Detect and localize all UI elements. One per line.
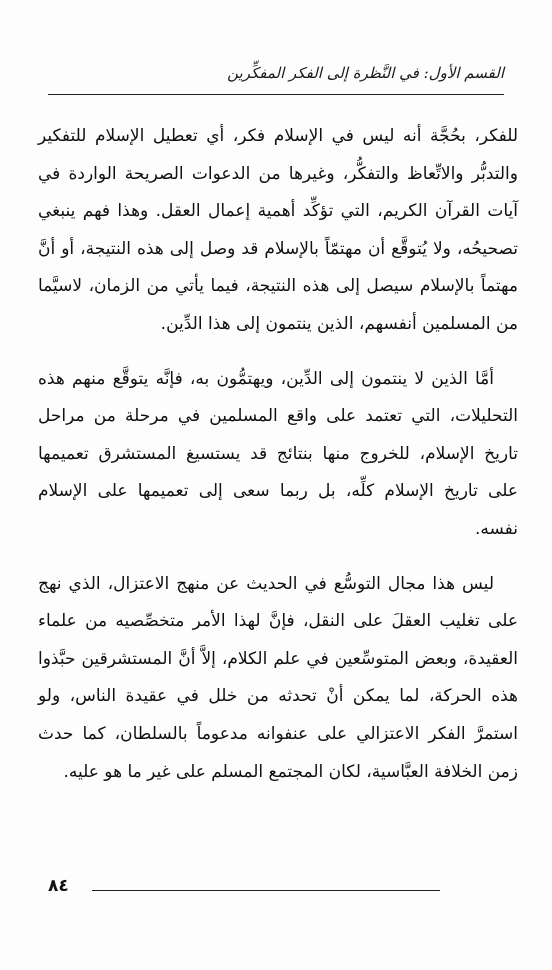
paragraph-1: للفكر، بحُجَّة أنه ليس في الإسلام فكر، أي تعطيل الإسلام للتفكير والتدبُّر والاتِّعاظ والتفكُّر، وغيرها من الدعوات الصريحة الواردة في آيات القرآن الكريم، التي تؤكِّد أهمية إعمال العقل. وهذا فهم ينبغي تصحيحُه، ولا يُتوقَّع أن مهتمّاً بالإسلام قد وصل إلى هذه النتيجة، أو أنَّ مهتماً بالإسلام سيصل إلى هذه النتيجة، فيما يأتي من الزمان، لاسيَّما من المسلمين أنفسهم، الذين ينتمون إلى هذا الدِّين. <box>38 126 518 334</box>
running-head: القسم الأول: في النَّظرة إلى الفكر المفكِّرين <box>227 64 504 82</box>
page-number: ٨٤ <box>48 876 69 896</box>
footer-rule <box>92 890 440 891</box>
page-header <box>48 56 504 96</box>
paragraph-2: أمَّا الذين لا ينتمون إلى الدِّين، ويهتمُّون به، فإنَّه يتوقَّع منهم هذه التحليلات، التي تعتمد على واقع المسلمين في مرحلة من مراحل تاريخ الإسلام، للخروج منها بنتائج قد يستسيغ المستشرق تعميمها على تاريخ الإسلام كلِّه، بل ربما سعى إلى تعميمها على الإسلام نفسه. <box>38 368 518 539</box>
header-rule <box>48 94 504 95</box>
page-footer <box>48 876 440 900</box>
body-text <box>38 118 518 791</box>
paragraph-3: ليس هذا مجال التوسُّع في الحديث عن منهج الاعتزال، الذي نهج على تغليب العقلَ على النقل، فإنَّ لهذا الأمر متخصِّصيه من علماء العقيدة، وبعض المتوسِّعين في علم الكلام، إلاَّ أنَّ المستشرقين حبَّذوا هذه الحركة، لما يمكن أنْ تحدثه من خلل في عقيدة الناس، ولو استمرَّ الفكر الاعتزالي على عنفوانه مدعوماً بالسلطان، كما حدث زمن الخلافة العبَّاسية، لكان المجتمع المسلم على غير ما هو عليه. <box>38 573 518 782</box>
